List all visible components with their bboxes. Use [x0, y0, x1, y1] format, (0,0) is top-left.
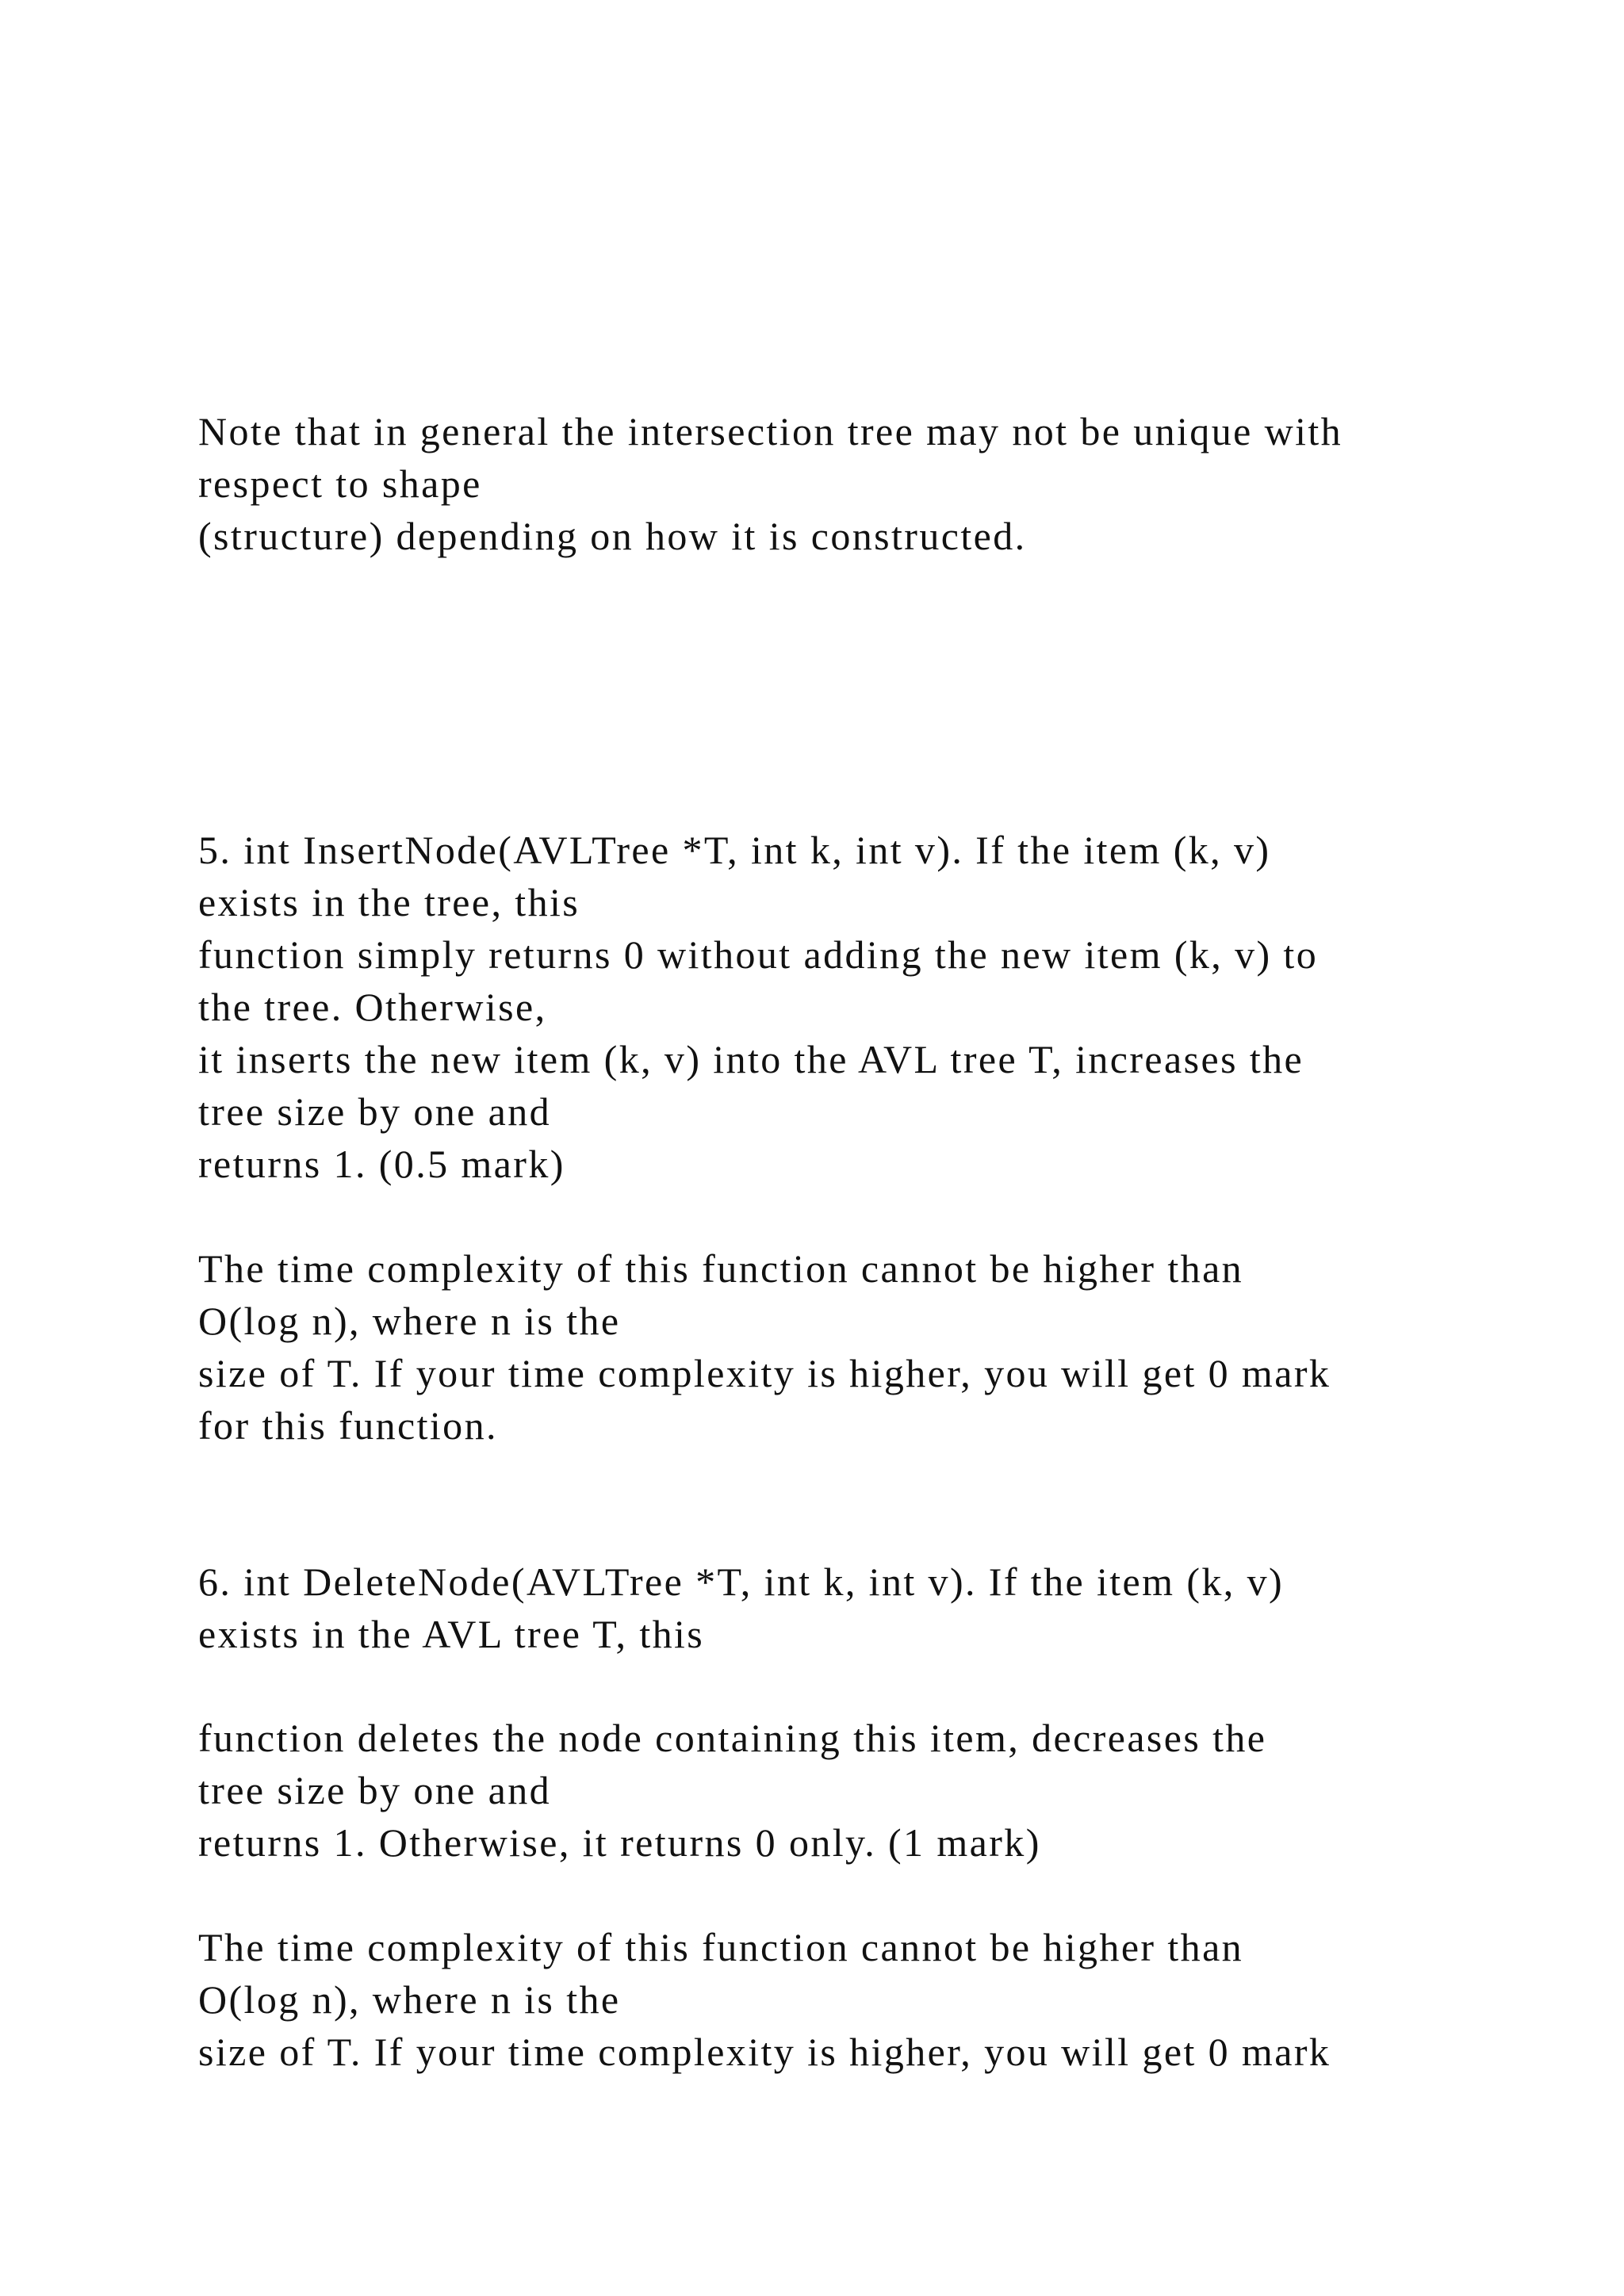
text-line: the tree. Otherwise, [198, 985, 547, 1029]
text-line: for this function. [198, 1403, 498, 1448]
text-line: O(log n), where n is the [198, 1977, 621, 2022]
text-line: Note that in general the intersection tree may not be unique with [198, 409, 1343, 453]
text-line: tree size by one and [198, 1089, 552, 1134]
text-line: exists in the AVL tree T, this [198, 1612, 705, 1656]
text-line: The time complexity of this function cannot be higher than [198, 1246, 1244, 1291]
text-line: size of T. If your time complexity is higher, you will get 0 mark [198, 1351, 1331, 1395]
text-line: O(log n), where n is the [198, 1299, 621, 1343]
text-line: it inserts the new item (k, v) into the AVL tree T, increases the [198, 1037, 1304, 1081]
text-line: The time complexity of this function cannot be higher than [198, 1925, 1244, 1969]
text-line: exists in the tree, this [198, 880, 580, 924]
text-line: returns 1. (0.5 mark) [198, 1142, 565, 1186]
text-line: tree size by one and [198, 1768, 552, 1812]
text-line: function simply returns 0 without adding the new item (k, v) to [198, 932, 1319, 977]
text-line: respect to shape [198, 461, 482, 506]
text-line: size of T. If your time complexity is higher, you will get 0 mark [198, 2030, 1331, 2074]
text-line: (structure) depending on how it is constructed. [198, 514, 1027, 558]
text-line: function deletes the node containing this item, decreases the [198, 1716, 1267, 1760]
text-line: returns 1. Otherwise, it returns 0 only. (1 mark) [198, 1820, 1041, 1865]
text-line: 5. int InsertNode(AVLTree *T, int k, int v). If the item (k, v) [198, 828, 1271, 872]
text-line: 6. int DeleteNode(AVLTree *T, int k, int v). If the item (k, v) [198, 1559, 1285, 1604]
